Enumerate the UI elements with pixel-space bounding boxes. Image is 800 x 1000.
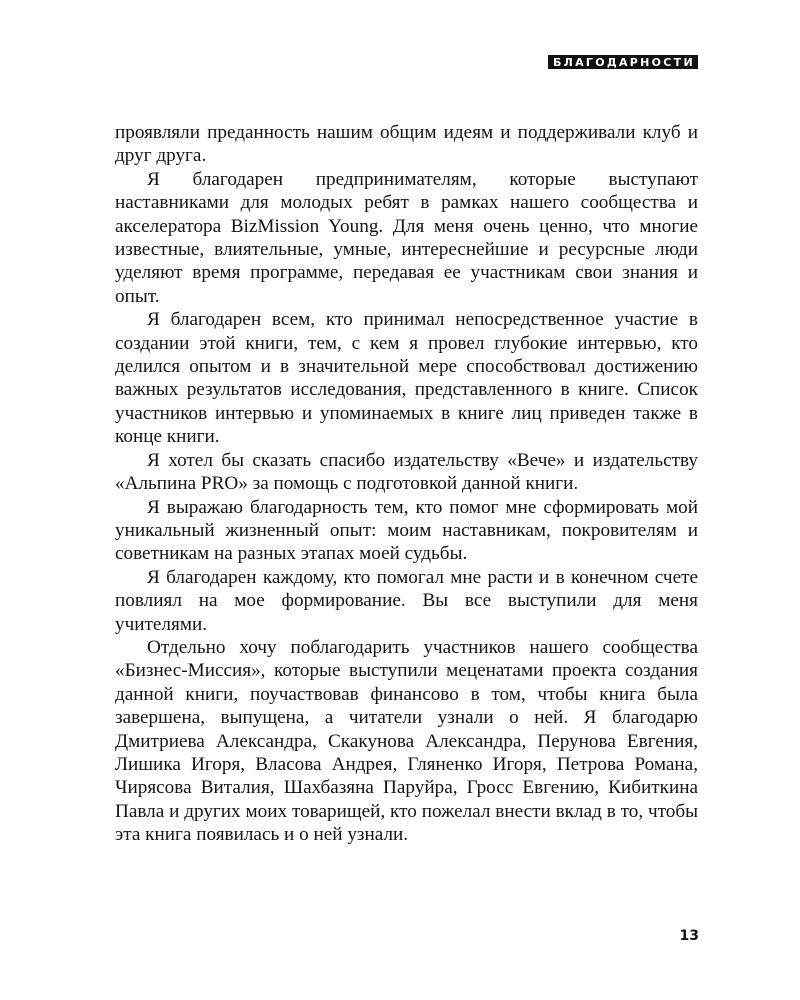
paragraph-life-experience: Я выражаю благодарность тем, кто помог мне сформировать мой уникальный жизненный опыт: моим наставникам, покровителям и советникам на разных этапах моей судьбы. (115, 496, 698, 565)
paragraph-teachers: Я благодарен каждому, кто помогал мне расти и в конечном счете повлиял на мое формирование. Вы все выступили для меня учителями. (115, 566, 698, 635)
paragraph-patrons: Отдельно хочу поблагодарить участников нашего сообщества «Бизнес-Миссия», которые выступили меценатами проекта создания данной книги, поучаствовав финансово в том, чтобы книга была завершена, выпущена, а читатели узнали о ней. Я благодарю Дмитриева Александра, Скакунова Александра, Перунова Евгения, Лишика Игоря, Власова Андрея, Гляненко Игоря, Петрова Романа, Чирясова Виталия, Шахбазяна Паруйра, Гросс Евгению, Кибиткина Павла и других моих товарищей, кто пожелал внести вклад в то, чтобы эта книга появилась и о ней узнали. (115, 636, 698, 846)
running-head-title: БЛАГОДАРНОСТИ (548, 55, 698, 69)
paragraph-continuation: проявляли преданность нашим общим идеям и поддерживали клуб и друг друга. (115, 122, 698, 167)
page-number: 13 (679, 928, 699, 944)
body-text (115, 121, 698, 847)
paragraph-book-participants: Я благодарен всем, кто принимал непосредственное участие в создании этой книги, тем, с кем я провел глубокие интервью, кто делился опытом и в значительной мере способствовал достижению важных результатов исследования, представленного в книге. Список участников интервью и упоминаемых в книге лиц приведен также в конце книги. (115, 309, 698, 448)
paragraph-mentors: Я благодарен предпринимателям, которые выступают наставниками для молодых ребят в рамках нашего сообщества и акселератора BizMission Young. Для меня очень ценно, что многие известные, влиятельные, умные, интереснейшие и ресурсные люди уделяют время программе, передавая ее участникам свои знания и опыт. (115, 168, 698, 307)
paragraph-publishers: Я хотел бы сказать спасибо издательству «Вече» и издательству «Альпина PRO» за помощь с подготовкой данной книги. (115, 449, 698, 495)
